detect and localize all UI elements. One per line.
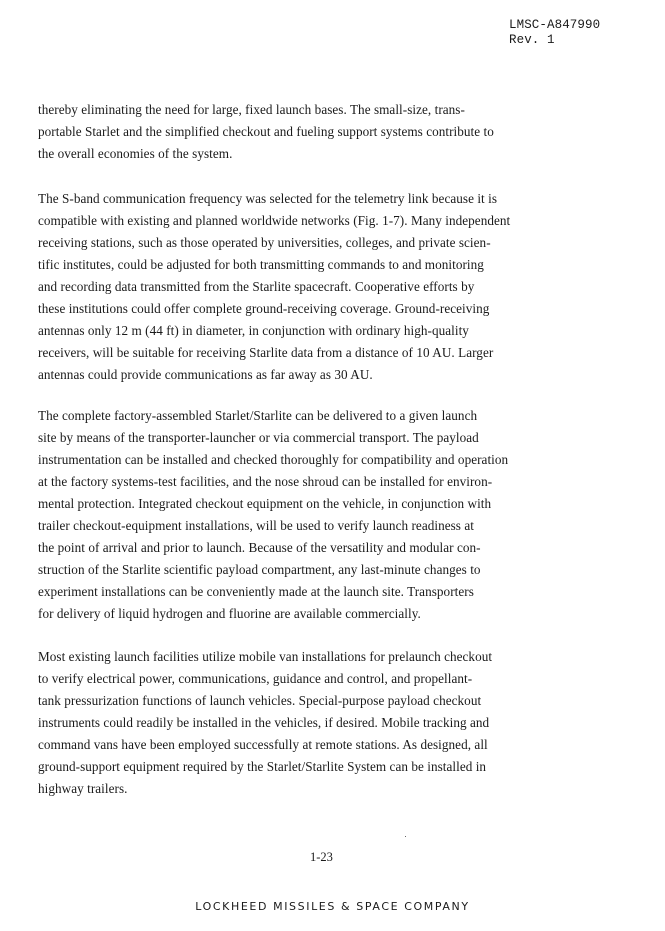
text-line: these institutions could offer complete ground-receiving coverage. Ground-receiving [38,301,490,316]
text-line: Most existing launch facilities utilize mobile van installations for prelaunch checkout [38,649,493,664]
company-footer: LOCKHEED MISSILES & SPACE COMPANY [195,900,470,913]
text-line: instruments could readily be installed in the vehicles, if desired. Mobile tracking and [38,715,490,730]
text-line: trailer checkout-equipment installations, will be used to verify launch readiness at [38,518,474,533]
text-line: tific institutes, could be adjusted for both transmitting commands to and monitoring [38,257,484,272]
paragraph [38,405,623,625]
text-line: tank pressurization functions of launch vehicles. Special-purpose payload checkout [38,693,482,708]
text-line: mental protection. Integrated checkout equipment on the vehicle, in conjunction with [38,496,492,511]
text-line: to verify electrical power, communications, guidance and control, and propellant- [38,671,473,686]
text-line: The S-band communication frequency was selected for the telemetry link because it is [38,191,498,206]
paragraph [38,646,623,800]
text-line: command vans have been employed successfully at remote stations. As designed, all [38,737,488,752]
text-line: experiment installations can be conveniently made at the launch site. Transporters [38,584,474,599]
text-line: thereby eliminating the need for large, fixed launch bases. The small-size, trans- [38,102,465,117]
paragraph [38,99,623,165]
text-line: portable Starlet and the simplified checkout and fueling support systems contribute to [38,124,494,139]
text-line: site by means of the transporter-launcher or via commercial transport. The payload [38,430,479,445]
text-line: receivers, will be suitable for receiving Starlite data from a distance of 10 AU. Larger [38,345,494,360]
text-line: for delivery of liquid hydrogen and fluorine are available commercially. [38,606,421,621]
text-line: antennas only 12 m (44 ft) in diameter, in conjunction with ordinary high-quality [38,323,469,338]
text-line: The complete factory-assembled Starlet/Starlite can be delivered to a given launch [38,408,478,423]
revision-label: Rev. 1 [509,33,555,47]
text-line: highway trailers. [38,781,128,796]
scan-speck [405,836,406,837]
text-line: compatible with existing and planned worldwide networks (Fig. 1-7). Many independent [38,213,511,228]
text-line: the overall economies of the system. [38,146,233,161]
text-line: receiving stations, such as those operated by universities, colleges, and private scien- [38,235,491,250]
text-line: antennas could provide communications as far away as 30 AU. [38,367,373,382]
text-line: ground-support equipment required by the Starlet/Starlite System can be installed in [38,759,487,774]
text-line: and recording data transmitted from the Starlite spacecraft. Cooperative efforts by [38,279,475,294]
document-header [509,18,600,48]
text-line: the point of arrival and prior to launch. Because of the versatility and modular con- [38,540,481,555]
text-line: instrumentation can be installed and checked thoroughly for compatibility and operation [38,452,509,467]
paragraph [38,188,623,386]
document-id: LMSC-A847990 [509,18,601,32]
page-number: 1-23 [310,850,333,864]
text-line: at the factory systems-test facilities, and the nose shroud can be installed for environ- [38,474,493,489]
text-line: struction of the Starlite scientific payload compartment, any last-minute changes to [38,562,481,577]
